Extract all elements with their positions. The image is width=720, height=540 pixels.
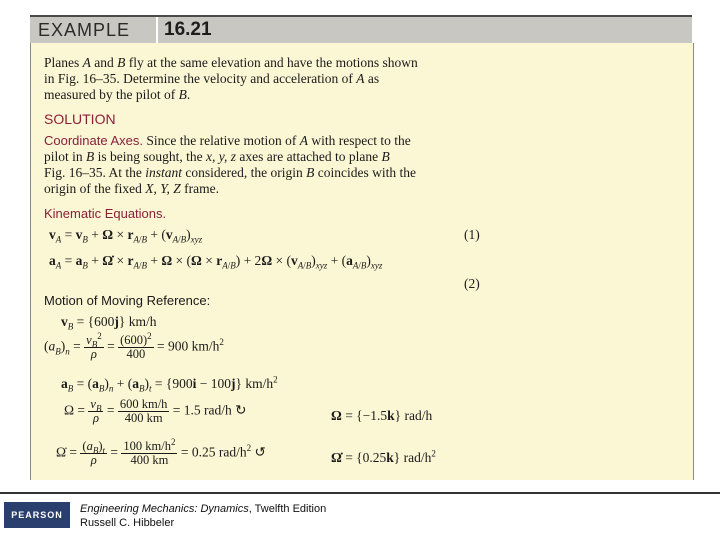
pearson-logo: [4, 502, 70, 528]
kinematic-heading: Kinematic Equations.: [44, 206, 167, 221]
solution-heading: SOLUTION: [44, 111, 116, 127]
example-panel: [30, 43, 694, 480]
book-citation: [80, 503, 326, 515]
omega-equation: Ω = $\frac{v_B}{\rho}$ = $\frac{600 km/h}{400 km}$ = 1.5 rad/h ↻: [64, 397, 247, 425]
footer-divider: [0, 492, 720, 494]
book-title: Engineering Mechanics: Dynamics: [80, 503, 249, 515]
vb-equation: $v_B = \{600j\}$ km/h: [61, 314, 157, 332]
problem-line-2: in Fig. 16–35. Determine the velocity and acceleration of A as: [44, 71, 380, 86]
book-author: Russell C. Hibbeler: [80, 517, 175, 529]
example-number: 16.21: [164, 19, 212, 40]
equation-1: $v_A = v_B + \Omega \times r_{A/B} + (v_{A/B})_{xyz}$: [49, 227, 203, 245]
coord-line-2: pilot in B is being sought, the x, y, z axes are attached to plane B: [44, 149, 390, 164]
omega-vector: Ω = {−1.5k} rad/h: [331, 408, 433, 423]
ab-equation: $a_B = (a_B)_n + (a_B)_t = \{900i - 100j\}$ $km/h^2$: [61, 374, 278, 394]
problem-line-3: measured by the pilot of B.: [44, 87, 191, 102]
example-header: [30, 15, 692, 45]
book-edition: , Twelfth Edition: [248, 503, 327, 515]
coord-line-4: origin of the fixed X, Y, Z frame.: [44, 181, 219, 196]
coord-line-1: Coordinate Axes. Since the relative motion of A with respect to the: [44, 133, 411, 148]
coord-line-3: Fig. 16–35. At the instant considered, the origin B coincides with the: [44, 165, 416, 180]
omegadot-equation: Ω̇ = $\frac{(a_B)_t}{\rho}$ = $\frac{100 km/h^2}{400 km}$ = 0.25 rad/$h^2$ ↺: [56, 436, 266, 467]
logo-text: PEARSON: [11, 510, 63, 520]
problem-line-1: Planes A and B fly at the same elevation and have the motions shown: [44, 55, 418, 70]
example-label: EXAMPLE: [38, 20, 131, 40]
motion-heading: Motion of Moving Reference:: [44, 293, 211, 308]
equation-2-number: (2): [464, 276, 480, 291]
anb-equation: $(a_B)_n$ = $\frac{v_B^2}{\rho}$ = $\frac{(600)^2}{400}$ = 900 $km/h^2$: [44, 330, 224, 361]
coord-heading: Coordinate Axes.: [44, 133, 144, 148]
equation-2: $a_A = a_B$ + Ω̇ × $r_{A/B} + \Omega \times (\Omega \times r_{A/B}) + 2\Omega \times (v_{A/B})_{xyz} + (a_{A/B})_{xyz}$: [49, 253, 383, 271]
equation-1-number: (1): [464, 227, 480, 242]
header-divider: [156, 17, 158, 45]
omegadot-vector: Ω̇ = {0.25k} rad/$h^2$: [331, 448, 436, 465]
